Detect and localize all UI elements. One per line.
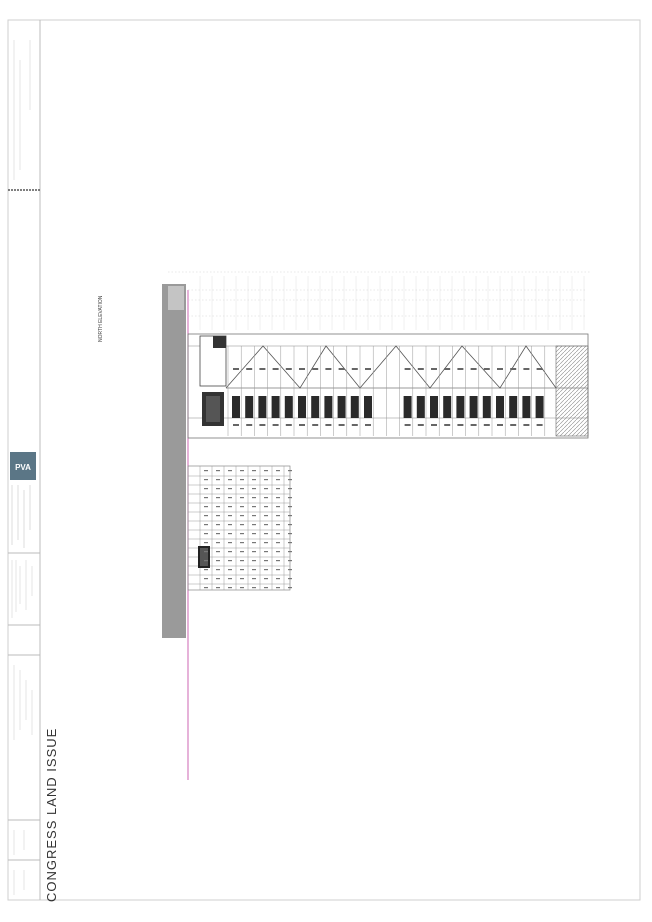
window-mark xyxy=(276,497,280,498)
window-mark xyxy=(252,479,256,480)
window-mark xyxy=(216,578,220,579)
window-mark xyxy=(240,533,244,534)
window-mark xyxy=(204,470,208,471)
window-mark xyxy=(276,488,280,489)
window-mark xyxy=(264,533,268,534)
window-mark xyxy=(288,506,292,507)
window xyxy=(232,396,240,418)
window-mark xyxy=(216,497,220,498)
window-mark xyxy=(288,560,292,561)
window-sill xyxy=(510,424,516,426)
window-mark xyxy=(276,560,280,561)
window-mark xyxy=(240,578,244,579)
window-mark xyxy=(240,569,244,570)
window-sill xyxy=(457,368,463,370)
window-mark xyxy=(204,551,208,552)
window-mark xyxy=(276,524,280,525)
window-mark xyxy=(288,569,292,570)
window xyxy=(364,396,372,418)
window-mark xyxy=(252,515,256,516)
window-mark xyxy=(228,551,232,552)
window-sill xyxy=(471,368,477,370)
window-sill xyxy=(365,424,371,426)
window-mark xyxy=(276,506,280,507)
window-mark xyxy=(252,533,256,534)
window-mark xyxy=(288,524,292,525)
window-mark xyxy=(288,533,292,534)
project-title: CONGRESS LAND ISSUE xyxy=(44,727,59,902)
window-sill xyxy=(339,368,345,370)
window-sill xyxy=(510,368,516,370)
window-mark xyxy=(276,551,280,552)
window xyxy=(536,396,544,418)
window-sill xyxy=(259,424,265,426)
window-mark xyxy=(276,515,280,516)
window-mark xyxy=(264,569,268,570)
window-mark xyxy=(204,524,208,525)
window-mark xyxy=(252,578,256,579)
window-sill xyxy=(457,424,463,426)
window-mark xyxy=(216,560,220,561)
window-mark xyxy=(204,497,208,498)
window-mark xyxy=(204,578,208,579)
window-sill xyxy=(273,424,279,426)
window-mark xyxy=(204,587,208,588)
window-mark xyxy=(264,524,268,525)
window xyxy=(417,396,425,418)
window-mark xyxy=(240,515,244,516)
window-sill xyxy=(233,424,239,426)
window xyxy=(338,396,346,418)
window-mark xyxy=(252,560,256,561)
window-mark xyxy=(228,479,232,480)
window-mark xyxy=(216,470,220,471)
window-mark xyxy=(228,569,232,570)
window-sill xyxy=(418,424,424,426)
window-sill xyxy=(273,368,279,370)
window-mark xyxy=(240,479,244,480)
window-sill xyxy=(299,368,305,370)
window xyxy=(245,396,253,418)
window-mark xyxy=(264,551,268,552)
window-mark xyxy=(276,569,280,570)
window-sill xyxy=(444,424,450,426)
window xyxy=(285,396,293,418)
sheet-border xyxy=(8,20,640,900)
window-mark xyxy=(216,587,220,588)
view-label: NORTH ELEVATION xyxy=(98,295,104,342)
window-sill xyxy=(523,424,529,426)
window-mark xyxy=(276,479,280,480)
window-mark xyxy=(288,497,292,498)
window-sill xyxy=(523,368,529,370)
window-mark xyxy=(264,479,268,480)
window-mark xyxy=(228,542,232,543)
window-sill xyxy=(259,368,265,370)
window-sill xyxy=(537,368,543,370)
ground-band xyxy=(162,284,186,638)
window-sill xyxy=(497,424,503,426)
window-mark xyxy=(228,587,232,588)
window-mark xyxy=(240,587,244,588)
window-mark xyxy=(204,506,208,507)
window-mark xyxy=(228,506,232,507)
window-sill xyxy=(431,424,437,426)
window-mark xyxy=(264,470,268,471)
window-mark xyxy=(288,542,292,543)
window-mark xyxy=(264,506,268,507)
window xyxy=(496,396,504,418)
window xyxy=(351,396,359,418)
window-mark xyxy=(228,470,232,471)
window xyxy=(324,396,332,418)
window-mark xyxy=(216,551,220,552)
window-mark xyxy=(240,524,244,525)
window-mark xyxy=(252,488,256,489)
window-mark xyxy=(276,578,280,579)
window-mark xyxy=(204,488,208,489)
window-sill xyxy=(497,368,503,370)
window-mark xyxy=(252,524,256,525)
window-mark xyxy=(252,470,256,471)
window-mark xyxy=(216,542,220,543)
window-mark xyxy=(228,497,232,498)
window-sill xyxy=(299,424,305,426)
title-block xyxy=(8,20,40,900)
window-mark xyxy=(240,470,244,471)
window xyxy=(404,396,412,418)
window-mark xyxy=(228,524,232,525)
window-mark xyxy=(264,515,268,516)
window xyxy=(470,396,478,418)
window-mark xyxy=(204,542,208,543)
window-mark xyxy=(252,506,256,507)
window-mark xyxy=(288,578,292,579)
window-sill xyxy=(339,424,345,426)
window-sill xyxy=(312,424,318,426)
window-sill xyxy=(405,368,411,370)
window-sill xyxy=(325,424,331,426)
window-mark xyxy=(252,542,256,543)
window-sill xyxy=(484,368,490,370)
window-sill xyxy=(471,424,477,426)
window-sill xyxy=(286,424,292,426)
window-mark xyxy=(288,551,292,552)
window-mark xyxy=(264,497,268,498)
secondary-elevation xyxy=(188,466,292,590)
window-mark xyxy=(276,470,280,471)
window-mark xyxy=(264,587,268,588)
window xyxy=(443,396,451,418)
window-mark xyxy=(288,479,292,480)
window-mark xyxy=(252,587,256,588)
window-sill xyxy=(405,424,411,426)
window-mark xyxy=(204,515,208,516)
svg-text:PVA: PVA xyxy=(15,463,31,472)
window-mark xyxy=(228,515,232,516)
window-sill xyxy=(537,424,543,426)
window-mark xyxy=(264,578,268,579)
window-mark xyxy=(204,569,208,570)
window-mark xyxy=(240,488,244,489)
window-mark xyxy=(288,515,292,516)
window-mark xyxy=(264,488,268,489)
window-mark xyxy=(228,578,232,579)
window-mark xyxy=(288,470,292,471)
window-sill xyxy=(418,368,424,370)
window-mark xyxy=(216,569,220,570)
window-mark xyxy=(264,560,268,561)
window-mark xyxy=(252,569,256,570)
window-mark xyxy=(204,479,208,480)
window-mark xyxy=(216,524,220,525)
window-sill xyxy=(352,424,358,426)
window-mark xyxy=(216,515,220,516)
window-mark xyxy=(216,488,220,489)
window xyxy=(522,396,530,418)
window-mark xyxy=(216,479,220,480)
window-mark xyxy=(276,587,280,588)
window xyxy=(311,396,319,418)
window-mark xyxy=(240,551,244,552)
window-mark xyxy=(228,533,232,534)
window-mark xyxy=(204,560,208,561)
window-sill xyxy=(484,424,490,426)
window-sill xyxy=(352,368,358,370)
window xyxy=(430,396,438,418)
window xyxy=(298,396,306,418)
window xyxy=(456,396,464,418)
window-mark xyxy=(228,560,232,561)
window-mark xyxy=(228,488,232,489)
window xyxy=(509,396,517,418)
window-mark xyxy=(240,497,244,498)
window-sill xyxy=(325,368,331,370)
window-sill xyxy=(286,368,292,370)
window-mark xyxy=(216,533,220,534)
window-mark xyxy=(216,506,220,507)
window-mark xyxy=(276,542,280,543)
window-mark xyxy=(288,488,292,489)
window-sill xyxy=(312,368,318,370)
window-mark xyxy=(240,560,244,561)
main-elevation xyxy=(188,334,588,438)
window-sill xyxy=(246,368,252,370)
window-mark xyxy=(252,551,256,552)
window-sill xyxy=(444,368,450,370)
window-sill xyxy=(233,368,239,370)
window xyxy=(483,396,491,418)
window-mark xyxy=(240,542,244,543)
window-mark xyxy=(252,497,256,498)
window-sill xyxy=(246,424,252,426)
window-sill xyxy=(431,368,437,370)
window-mark xyxy=(264,542,268,543)
window-sill xyxy=(365,368,371,370)
window-mark xyxy=(240,506,244,507)
window xyxy=(258,396,266,418)
window xyxy=(272,396,280,418)
window-mark xyxy=(204,533,208,534)
grid-guides xyxy=(168,272,590,316)
window-mark xyxy=(276,533,280,534)
window-mark xyxy=(288,587,292,588)
